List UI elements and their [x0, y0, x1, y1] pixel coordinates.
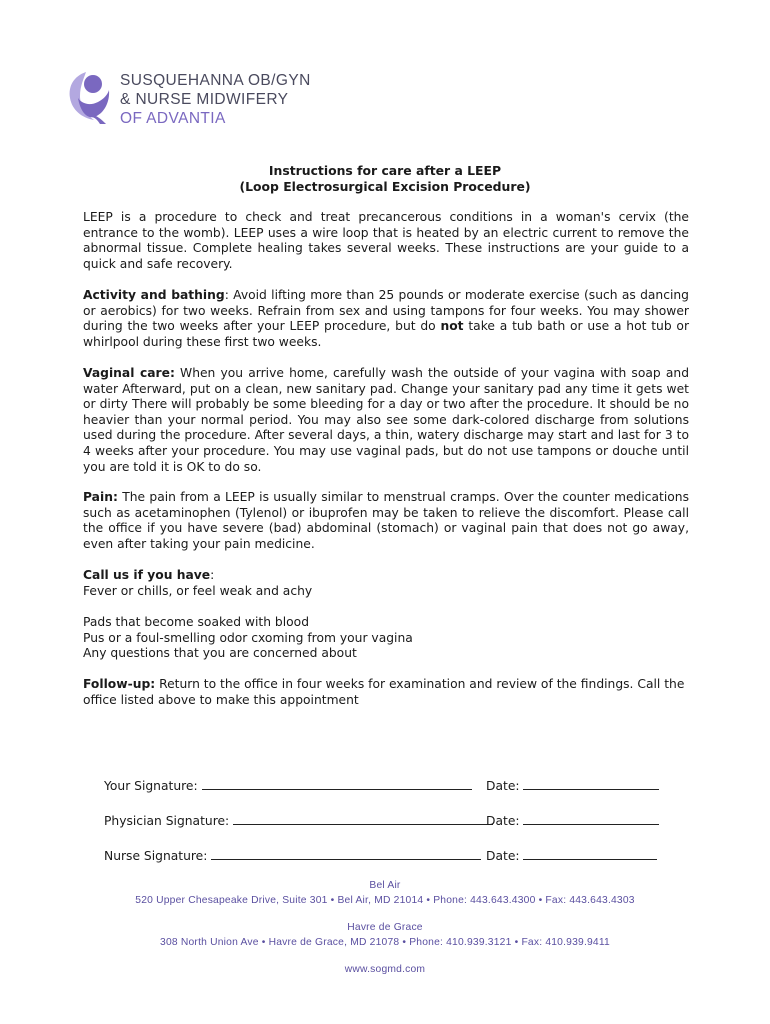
followup-paragraph: [83, 677, 689, 708]
nurse-signature-field[interactable]: [211, 848, 481, 860]
activity-label: Activity and bathing: [83, 288, 225, 302]
footer-location-1-address: 520 Upper Chesapeake Drive, Suite 301 • Bel Air, MD 21014 • Phone: 443.643.4300 • Fax: 443.643.4303: [135, 895, 635, 906]
your-date-field[interactable]: [523, 778, 659, 790]
title-line-1: Instructions for care after a LEEP: [268, 163, 502, 178]
physician-signature-row: [104, 813, 520, 828]
title-line-2: (Loop Electrosurgical Excision Procedure): [239, 179, 531, 194]
vaginal-care-text: When you arrive home, carefully wash the outside of your vagina with soap and water Afterward, put on a clean, new sanitary pad. Change your sanitary pad any time it gets wet or dirty There will probably be some bleeding for a day or two after the procedure. It should be no heavier than your normal period. You may also see some dark-colored discharge from solutions used during the procedure. After several days, a thin, watery discharge may start and last for 3 to 4 weeks after your procedure. You may use vaginal pads, but do not use tampons or douche until you are told it is OK to do so.: [83, 366, 689, 474]
nurse-date-label: Date:: [486, 849, 520, 863]
physician-date-label: Date:: [486, 814, 520, 828]
pain-label: Pain:: [83, 490, 118, 504]
nurse-date-group: [486, 848, 657, 863]
call-us-heading: [83, 568, 689, 584]
your-signature-row: [104, 778, 520, 793]
followup-label: Follow-up:: [83, 677, 156, 691]
list-item: Pus or a foul-smelling odor cxoming from your vagina: [83, 630, 413, 645]
logo-line-2: & NURSE MIDWIFERY: [120, 91, 289, 108]
your-date-group: [486, 778, 659, 793]
vaginal-care-paragraph: [83, 366, 689, 475]
activity-emphasis: not: [440, 319, 464, 334]
pain-paragraph: [83, 490, 689, 552]
logo-line-3: OF ADVANTIA: [120, 110, 226, 127]
your-signature-label: Your Signature:: [104, 779, 198, 793]
physician-date-group: [486, 813, 659, 828]
list-item: Pads that become soaked with blood: [83, 615, 310, 630]
document-title: [0, 163, 770, 195]
logo-mark-icon: [66, 70, 112, 124]
vaginal-care-label: Vaginal care:: [83, 366, 175, 380]
list-item: Any questions that you are concerned about: [83, 646, 357, 661]
logo-wordmark: [120, 71, 311, 128]
intro-paragraph: LEEP is a procedure to check and treat precancerous conditions in a woman's cervix (the entrance to the womb). LEEP uses a wire loop that is heated by an electric current to remove the abnormal tissue. Complete healing takes several weeks. These instructions are your guide to a quick and safe recovery.: [83, 210, 689, 271]
your-date-label: Date:: [486, 779, 520, 793]
pain-text: The pain from a LEEP is usually similar to menstrual cramps. Over the counter medications such as acetaminophen (Tylenol) or ibuprofen may be taken to relieve the discomfort. Please call the office if you have severe (bad) abdominal (stomach) or vaginal pain that does not go away, even after taking your pain medicine.: [83, 490, 689, 551]
footer-website-link[interactable]: www.sogmd.com: [344, 964, 426, 975]
nurse-signature-label: Nurse Signature:: [104, 849, 208, 863]
activity-text-b: take a tub bath or use a hot tub or whirlpool during these first two weeks.: [83, 319, 689, 349]
footer-location-2-address: 308 North Union Ave • Havre de Grace, MD 21078 • Phone: 410.939.3121 • Fax: 410.939.9411: [160, 937, 610, 948]
your-signature-field[interactable]: [202, 778, 472, 790]
physician-signature-label: Physician Signature:: [104, 814, 230, 828]
nurse-signature-row: [104, 848, 520, 863]
followup-text: Return to the office in four weeks for examination and review of the findings. Call the office listed above to make this appointment: [83, 677, 685, 707]
call-us-list: [83, 584, 689, 662]
call-us-colon: :: [210, 568, 215, 582]
footer-location-2-name: Havre de Grace: [347, 922, 423, 933]
physician-signature-field[interactable]: [233, 813, 493, 825]
list-item: Fever or chills, or feel weak and achy: [83, 584, 313, 598]
footer-location-1-name: Bel Air: [369, 880, 401, 891]
practice-logo: [66, 70, 326, 126]
physician-date-field[interactable]: [523, 813, 659, 825]
activity-paragraph: [83, 288, 689, 350]
nurse-date-field[interactable]: [523, 848, 657, 860]
activity-text-a: : Avoid lifting more than 25 pounds or moderate exercise (such as dancing or aerobics) for two weeks. Refrain from sex and using tampons for four weeks. You may shower during the two weeks after your LEEP procedure, but do: [83, 288, 689, 334]
call-us-label: Call us if you have: [83, 568, 211, 582]
logo-line-1: SUSQUEHANNA OB/GYN: [120, 72, 311, 89]
